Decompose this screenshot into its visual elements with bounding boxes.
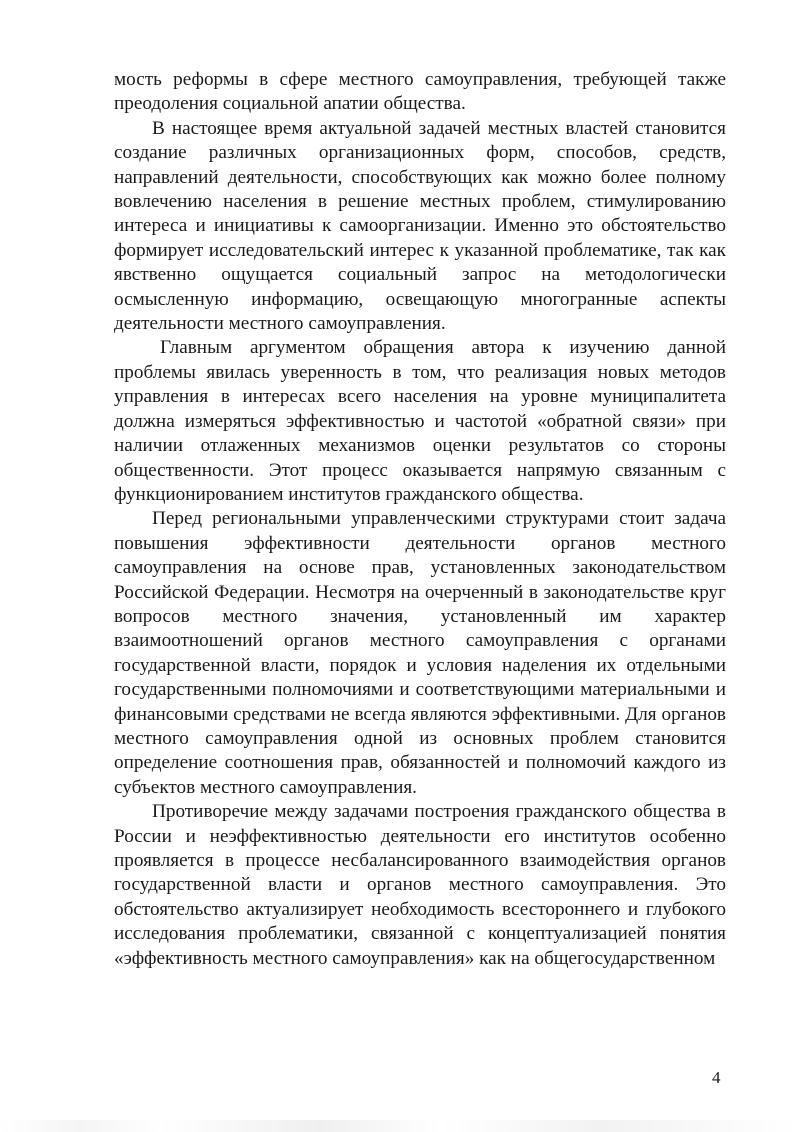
paragraph-4: Перед региональными управленческими структурами стоит задача повышения эффективности деятельности органов местного самоуправления на основе прав, установленных законодательством Российской Федерации. Несмотря на очерченный в законодательстве круг вопросов местного значения, установленный им характер взаимоотношений органов местного самоуправления с органами государственной власти, порядок и условия наделения их отдельными государственными полномочиями и соответствующими материальными и финансовыми средствами не всегда являются эффективными. Для органов местного самоуправления одной из основных проблем становится определение соотношения прав, обязанностей и полномочий каждого из субъектов местного самоуправления. [114,508,726,798]
paragraph-2: В настоящее время актуальной задачей местных властей становится создание различных организационных форм, способов, средств, направлений деятельности, способствующих как можно более полному вовлечению населения в решение местных проблем, стимулированию интереса и инициативы к самоорганизации. Именно это обстоятельство формирует исследовательский интерес к указанной проблематике, так как явственно ощущается социальный запрос на методологически осмысленную информацию, освещающую многогранные аспекты деятельности местного самоуправления. [114,117,726,335]
body-text [114,68,726,971]
page-number: 4 [712,1068,721,1087]
paragraph-continuation: мость реформы в сфере местного самоуправления, требующей также преодоления социальной апатии общества. [114,69,726,115]
scan-edge [0,1120,800,1132]
paragraph-3: Главным аргументом обращения автора к изучению данной проблемы явилась уверенность в том, что реализация новых методов управления в интересах всего населения на уровне муниципалитета должна измеряться эффективностью и частотой «обратной связи» при наличии отлаженных механизмов оценки результатов со стороны общественности. Этот процесс оказывается напрямую связанным с функционированием институтов гражданского общества. [114,337,726,505]
paragraph-5: Противоречие между задачами построения гражданского общества в России и неэффективностью деятельности его институтов особенно проявляется в процессе несбалансированного взаимодействия органов государственной власти и органов местного самоуправления. Это обстоятельство актуализирует необходимость всестороннего и глубокого исследования проблематики, связанной с концептуализацией понятия «эффективность местного самоуправления» как на общегосударственном [114,801,726,969]
